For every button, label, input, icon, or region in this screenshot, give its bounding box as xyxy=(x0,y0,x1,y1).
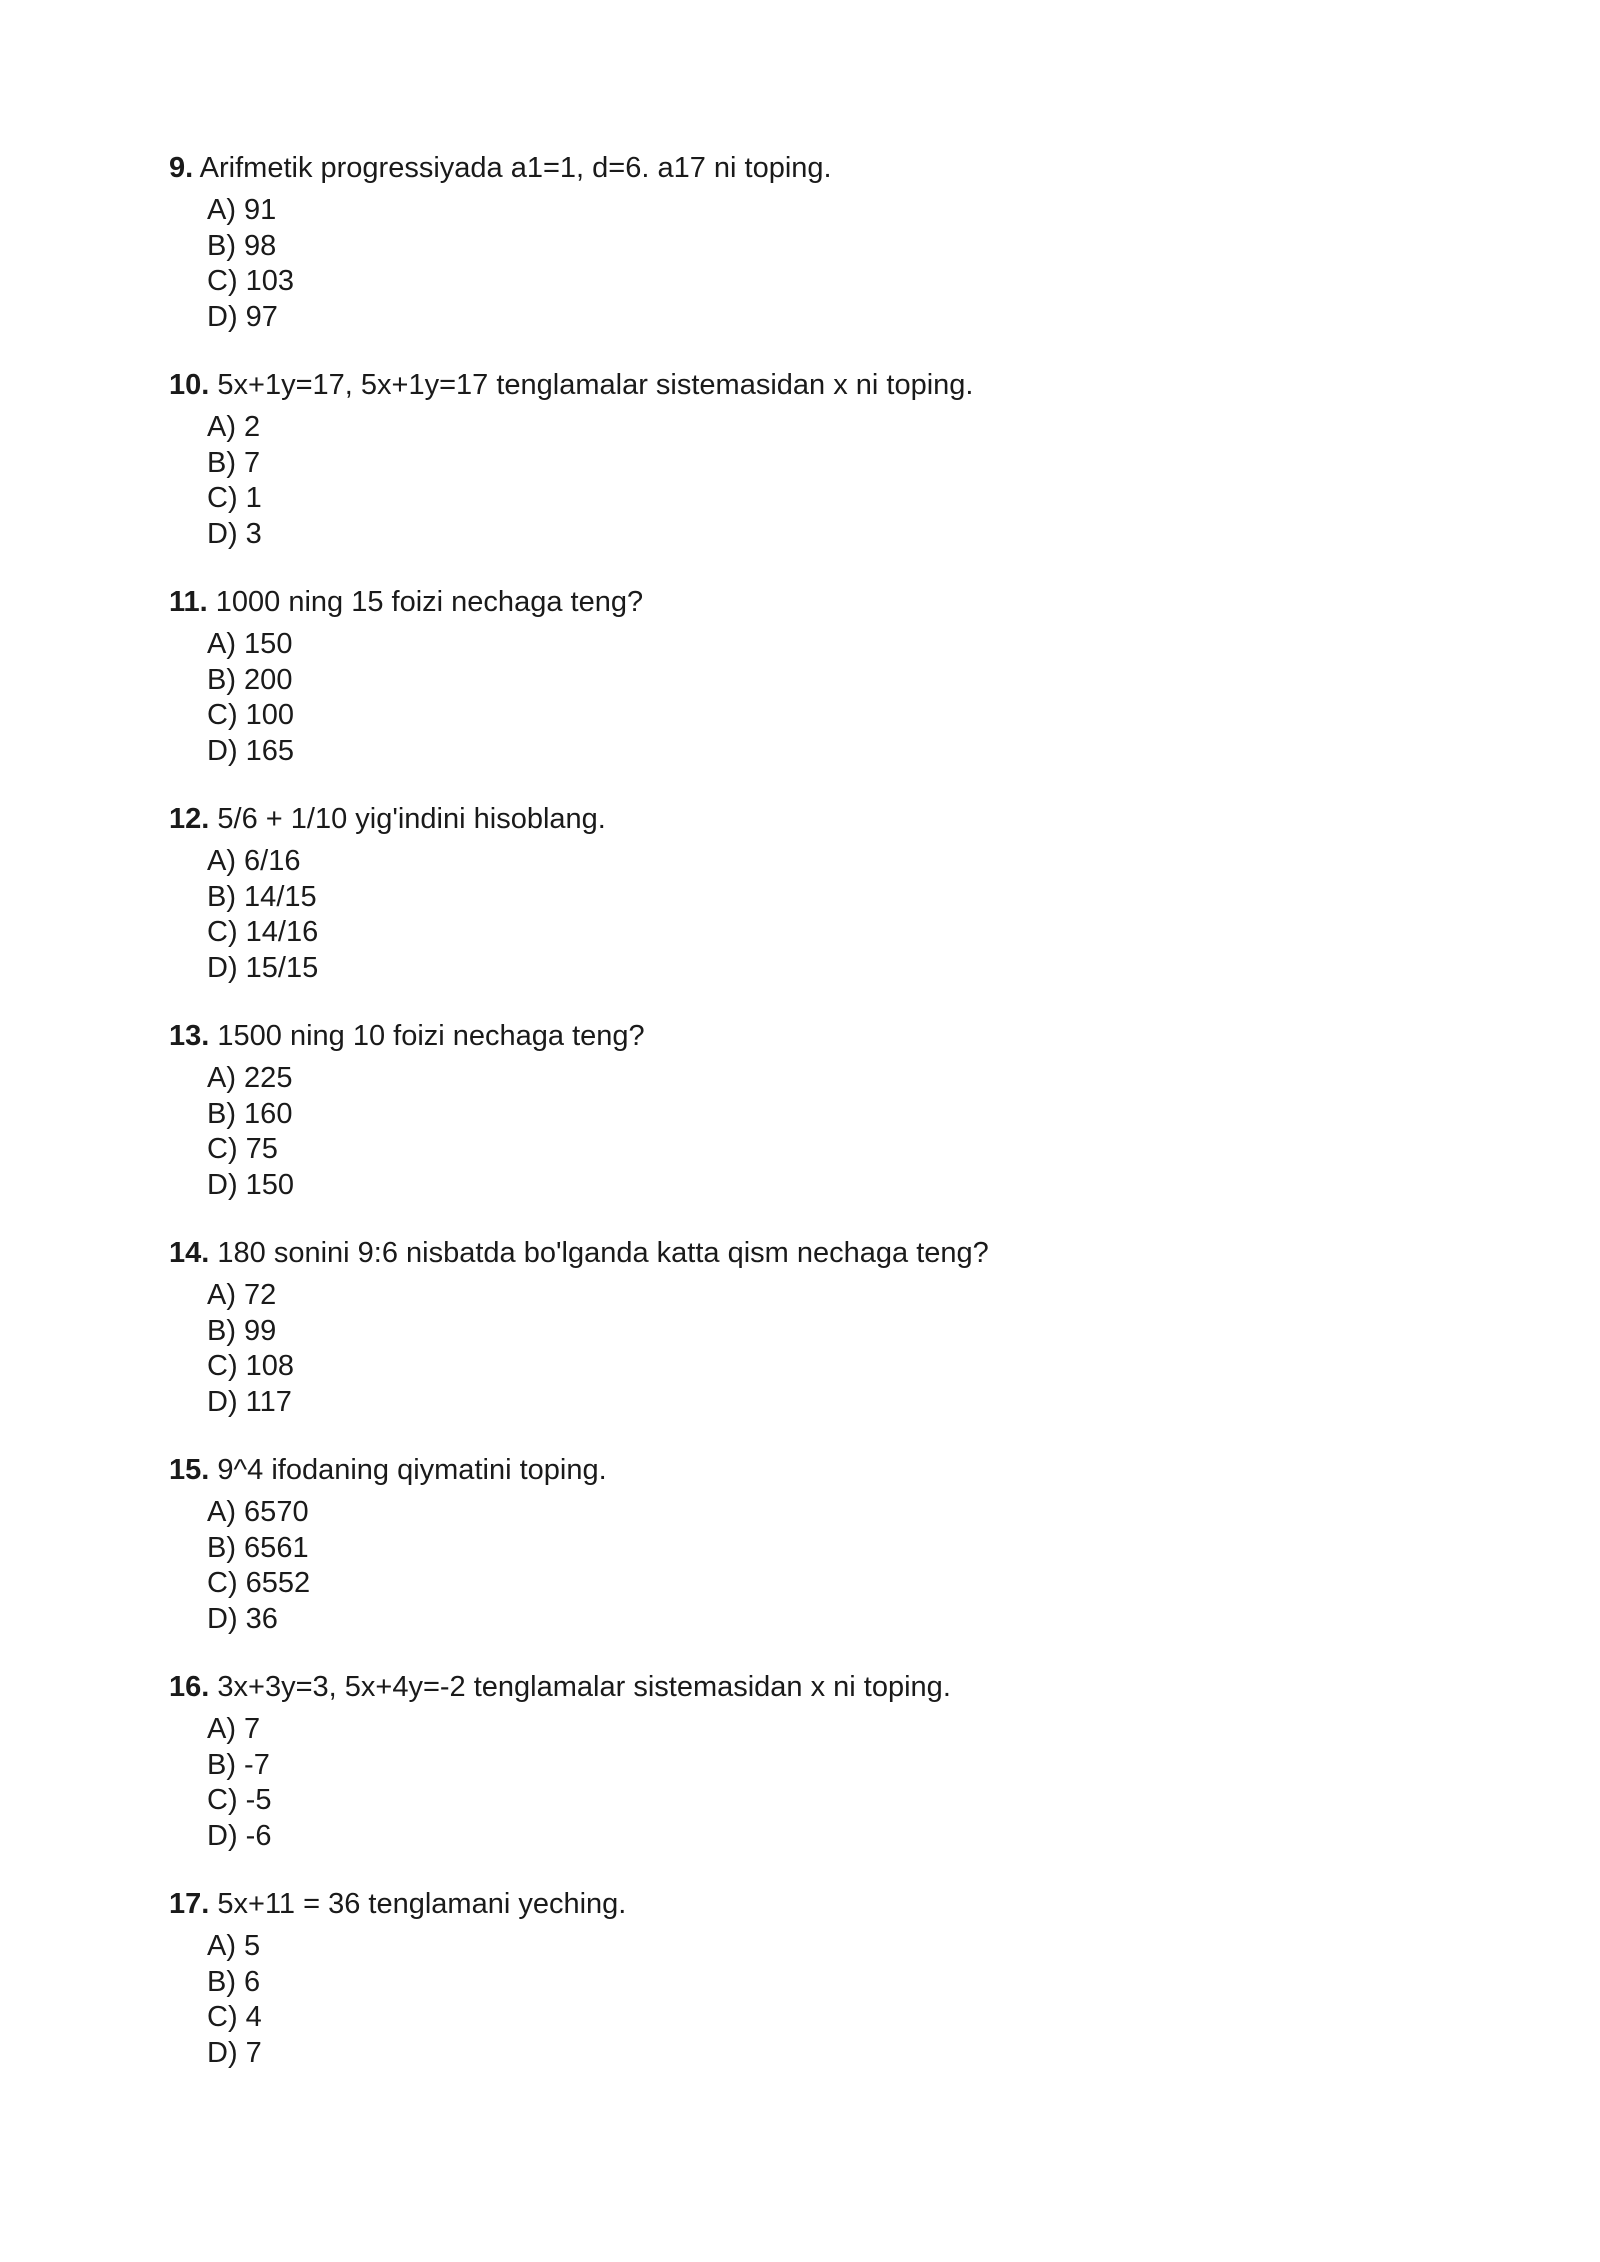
answer-option-c: C) 108 xyxy=(207,1350,295,1382)
answer-option-c: C) -5 xyxy=(207,1784,272,1816)
question-list xyxy=(169,148,1469,2101)
answer-option-c: C) 4 xyxy=(207,2001,262,2033)
question-item xyxy=(169,582,1469,769)
answer-option-d: D) 36 xyxy=(207,1602,278,1635)
question-number: 17. xyxy=(169,1888,210,1920)
answer-option-b: B) 14/15 xyxy=(207,880,317,913)
answer-options xyxy=(207,1929,1469,2071)
answer-option-b: B) 7 xyxy=(207,446,261,479)
answer-options xyxy=(207,1061,1469,1203)
answer-option-a: A) 6570 xyxy=(207,1496,309,1528)
answer-option-b: B) 200 xyxy=(207,663,293,696)
answer-option-c: C) 6552 xyxy=(207,1567,311,1599)
question-text xyxy=(169,365,1469,405)
question-item xyxy=(169,365,1469,552)
answer-option-b: B) -7 xyxy=(207,1748,270,1781)
question-text xyxy=(169,1884,1469,1924)
question-number: 12. xyxy=(169,803,210,835)
question-item xyxy=(169,1016,1469,1203)
question-number: 10. xyxy=(169,369,210,401)
question-body: 5x+1y=17, 5x+1y=17 tenglamalar sistemasidan x ni toping. xyxy=(217,369,974,401)
answer-options xyxy=(207,1712,1469,1854)
answer-option-c: C) 75 xyxy=(207,1133,278,1165)
answer-options xyxy=(207,627,1469,769)
answer-option-d: D) 15/15 xyxy=(207,951,319,984)
answer-option-c: C) 100 xyxy=(207,699,295,731)
question-text xyxy=(169,582,1469,622)
question-body: 5/6 + 1/10 yig'indini hisoblang. xyxy=(217,803,606,835)
answer-option-d: D) -6 xyxy=(207,1819,272,1852)
answer-option-a: A) 91 xyxy=(207,194,277,226)
question-text xyxy=(169,1233,1469,1273)
answer-options xyxy=(207,1495,1469,1637)
question-text xyxy=(169,1667,1469,1707)
answer-option-d: D) 165 xyxy=(207,734,295,767)
question-item xyxy=(169,148,1469,335)
question-text xyxy=(169,1016,1469,1056)
question-body: 9^4 ifodaning qiymatini toping. xyxy=(217,1454,607,1486)
answer-option-c: C) 1 xyxy=(207,482,262,514)
question-number: 16. xyxy=(169,1671,210,1703)
question-number: 11. xyxy=(169,586,208,618)
question-item xyxy=(169,1450,1469,1637)
question-text xyxy=(169,799,1469,839)
question-text xyxy=(169,148,1469,188)
question-item xyxy=(169,1233,1469,1420)
question-item xyxy=(169,1884,1469,2071)
answer-option-b: B) 99 xyxy=(207,1314,277,1347)
answer-option-d: D) 97 xyxy=(207,300,278,333)
answer-option-b: B) 6 xyxy=(207,1965,261,1998)
answer-option-a: A) 7 xyxy=(207,1713,261,1745)
question-body: 3x+3y=3, 5x+4y=-2 tenglamalar sistemasidan x ni toping. xyxy=(217,1671,951,1703)
question-body: 180 sonini 9:6 nisbatda bo'lganda katta qism nechaga teng? xyxy=(217,1237,989,1269)
answer-option-a: A) 72 xyxy=(207,1279,277,1311)
answer-option-a: A) 225 xyxy=(207,1062,293,1094)
question-text xyxy=(169,1450,1469,1490)
answer-options xyxy=(207,193,1469,335)
answer-option-c: C) 14/16 xyxy=(207,916,319,948)
answer-options xyxy=(207,1278,1469,1420)
answer-option-a: A) 5 xyxy=(207,1930,261,1962)
answer-option-c: C) 103 xyxy=(207,265,295,297)
question-number: 13. xyxy=(169,1020,210,1052)
answer-option-d: D) 150 xyxy=(207,1168,295,1201)
answer-option-a: A) 6/16 xyxy=(207,845,301,877)
answer-option-b: B) 6561 xyxy=(207,1531,309,1564)
question-number: 14. xyxy=(169,1237,210,1269)
answer-option-b: B) 98 xyxy=(207,229,277,262)
answer-option-d: D) 3 xyxy=(207,517,262,550)
question-body: 1500 ning 10 foizi nechaga teng? xyxy=(217,1020,645,1052)
question-number: 9. xyxy=(169,152,194,184)
answer-options xyxy=(207,844,1469,986)
question-body: 5x+11 = 36 tenglamani yeching. xyxy=(217,1888,627,1920)
answer-option-d: D) 117 xyxy=(207,1385,292,1418)
question-number: 15. xyxy=(169,1454,210,1486)
question-item xyxy=(169,1667,1469,1854)
answer-option-a: A) 150 xyxy=(207,628,293,660)
question-body: 1000 ning 15 foizi nechaga teng? xyxy=(215,586,644,618)
question-item xyxy=(169,799,1469,986)
answer-option-a: A) 2 xyxy=(207,411,261,443)
answer-options xyxy=(207,410,1469,552)
answer-option-b: B) 160 xyxy=(207,1097,293,1130)
question-body: Arifmetik progressiyada a1=1, d=6. a17 ni toping. xyxy=(199,152,832,184)
answer-option-d: D) 7 xyxy=(207,2036,262,2069)
